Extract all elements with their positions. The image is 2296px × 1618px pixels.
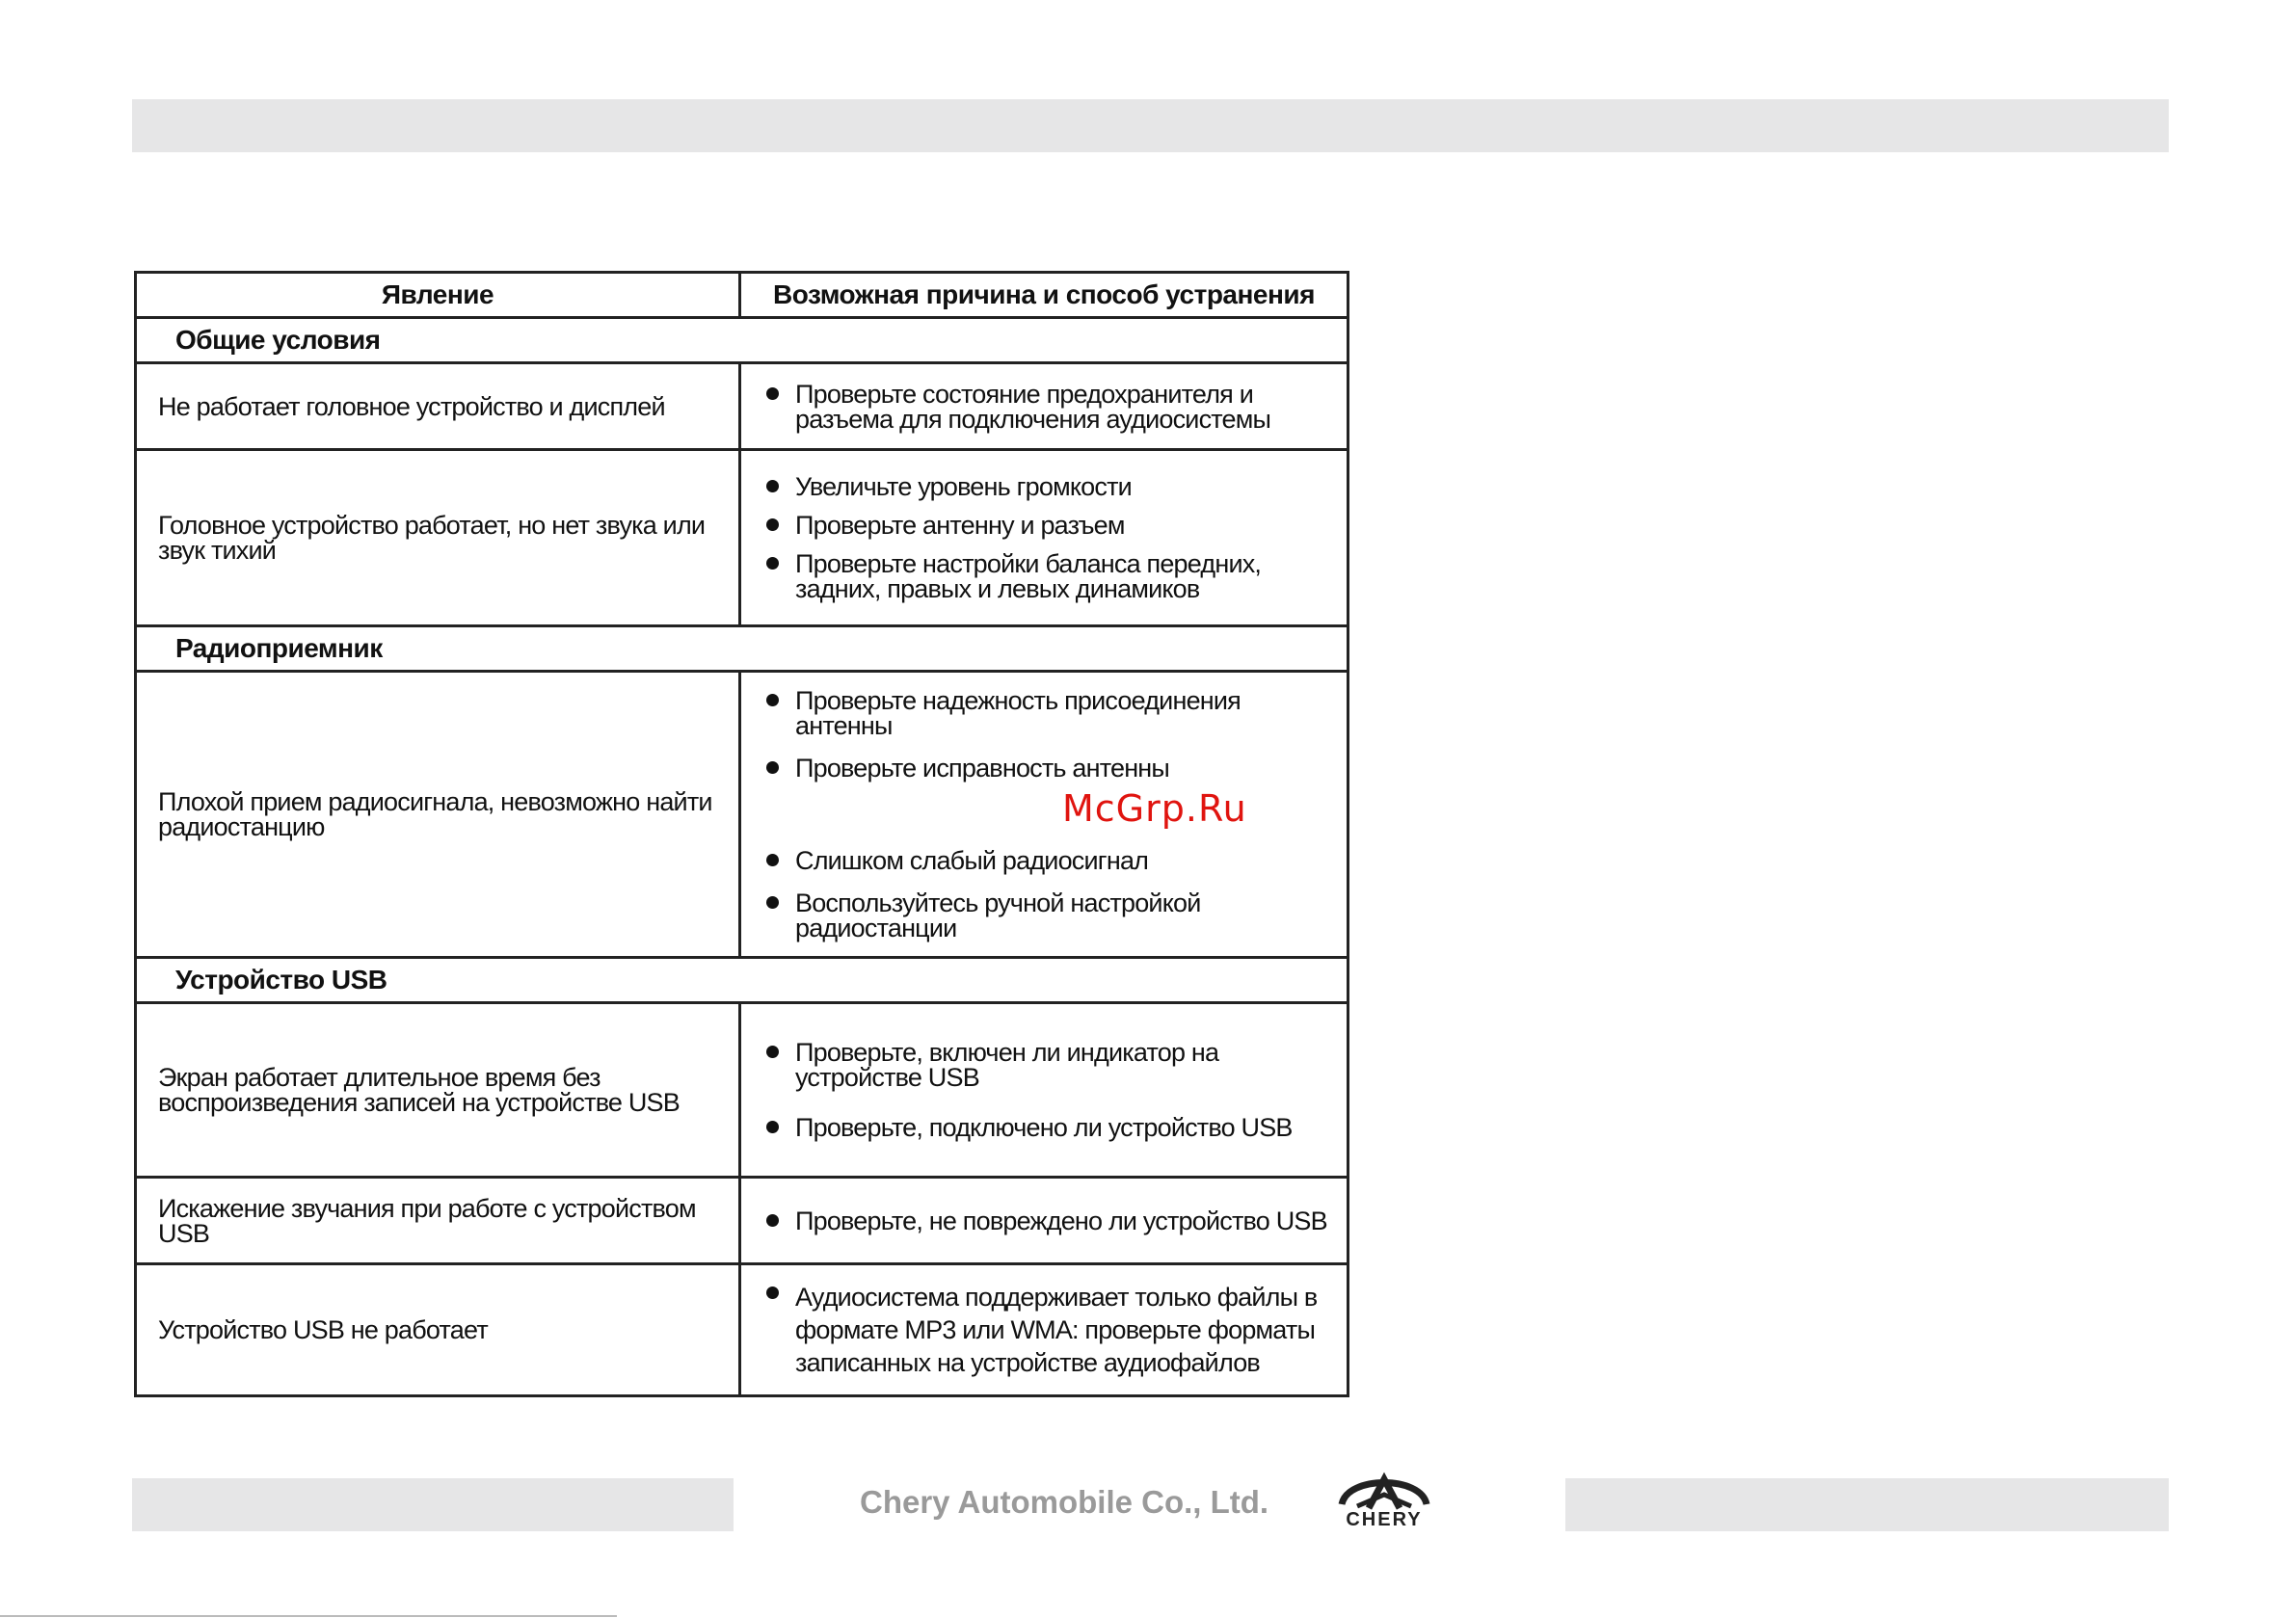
remedy-cell — [740, 1264, 1348, 1396]
bullet-icon — [766, 1121, 779, 1133]
remedy-item: Воспользуйтесь ручной настройкой радиостанции — [761, 890, 1337, 941]
section-title-radio: Радиоприемник — [136, 626, 1348, 672]
bullet-icon — [766, 854, 779, 866]
remedy-item: Проверьте, не повреждено ли устройство USB — [761, 1208, 1337, 1233]
troubleshooting-table — [134, 271, 1349, 1397]
header-symptom: Явление — [136, 273, 740, 318]
remedy-item: Проверьте антенну и разъем — [761, 513, 1337, 538]
bottom-rule — [0, 1615, 617, 1617]
bullet-icon — [766, 480, 779, 492]
watermark-text: McGrp.Ru — [1062, 787, 1247, 830]
symptom-cell: Головное устройство работает, но нет звука или звук тихий — [136, 450, 740, 626]
section-title-general: Общие условия — [136, 318, 1348, 363]
chery-logo-text: CHERY — [1346, 1509, 1423, 1530]
remedy-cell — [740, 363, 1348, 450]
table-row — [136, 1003, 1348, 1178]
remedy-cell — [740, 1178, 1348, 1264]
section-row — [136, 626, 1348, 672]
remedy-item: Проверьте настройки баланса передних, задних, правых и левых динамиков — [761, 551, 1337, 601]
bullet-icon — [766, 694, 779, 706]
footer-band-right — [1565, 1478, 2169, 1531]
company-name: Chery Automobile Co., Ltd. — [860, 1484, 1269, 1520]
header-remedy: Возможная причина и способ устранения — [740, 273, 1348, 318]
symptom-cell: Устройство USB не работает — [136, 1264, 740, 1396]
bullet-icon — [766, 518, 779, 531]
symptom-cell: Искажение звучания при работе с устройством USB — [136, 1178, 740, 1264]
symptom-cell: Плохой прием радиосигнала, невозможно найти радиостанцию — [136, 672, 740, 958]
bullet-icon — [766, 1286, 779, 1299]
remedy-cell — [740, 672, 1348, 958]
bullet-icon — [766, 896, 779, 909]
table-row — [136, 1264, 1348, 1396]
table-header-row — [136, 273, 1348, 318]
section-row — [136, 958, 1348, 1003]
footer-band-left — [132, 1478, 734, 1531]
remedy-item: Проверьте надежность присоединения антенны — [761, 688, 1337, 738]
bullet-icon — [766, 387, 779, 400]
symptom-cell: Не работает головное устройство и дисплей — [136, 363, 740, 450]
symptom-cell: Экран работает длительное время без воспроизведения записей на устройстве USB — [136, 1003, 740, 1178]
section-row — [136, 318, 1348, 363]
table-row — [136, 450, 1348, 626]
bullet-icon — [766, 1214, 779, 1227]
remedy-item: Проверьте исправность антенны — [761, 756, 1337, 781]
remedy-item: Проверьте состояние предохранителя и разъема для подключения аудиосистемы — [761, 382, 1337, 432]
table-row — [136, 1178, 1348, 1264]
remedy-item: Слишком слабый радиосигнал — [761, 848, 1337, 873]
remedy-item: Проверьте, включен ли индикатор на устройстве USB — [761, 1040, 1337, 1090]
remedy-item: Проверьте, подключено ли устройство USB — [761, 1115, 1337, 1140]
remedy-item: Аудиосистема поддерживает только файлы в формате MP3 или WMA: проверьте форматы записанных на устройстве аудиофайлов — [761, 1281, 1337, 1379]
header-band — [132, 99, 2169, 152]
remedy-item: Увеличьте уровень громкости — [761, 474, 1337, 499]
bullet-icon — [766, 761, 779, 774]
bullet-icon — [766, 557, 779, 570]
bullet-icon — [766, 1046, 779, 1058]
remedy-cell — [740, 450, 1348, 626]
table-row — [136, 363, 1348, 450]
remedy-cell — [740, 1003, 1348, 1178]
section-title-usb: Устройство USB — [136, 958, 1348, 1003]
